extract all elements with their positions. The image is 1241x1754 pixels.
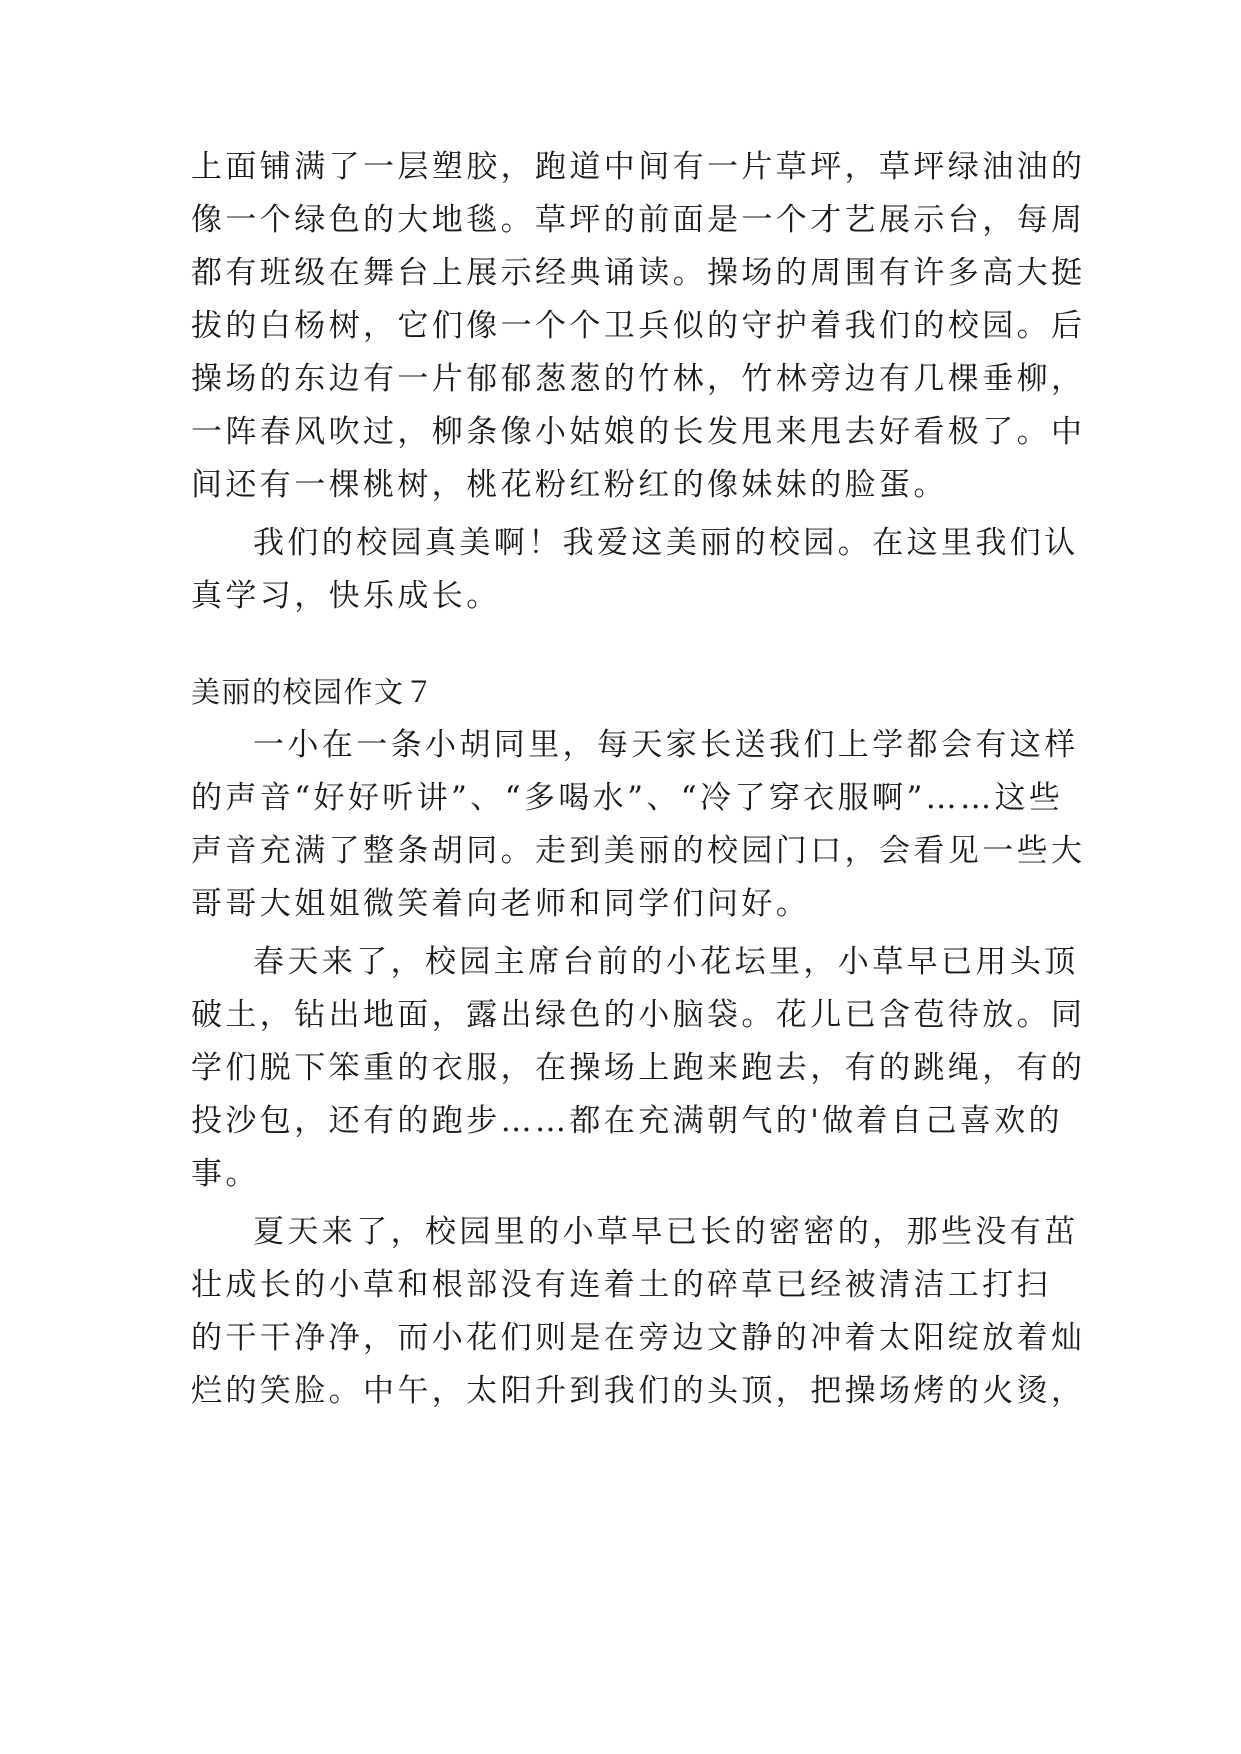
paragraph-line: 哥哥大姐姐微笑着向老师和同学们问好。 bbox=[191, 886, 811, 922]
paragraph-line: 上面铺满了一层塑胶，跑道中间有一片草坪，草坪绿油油的 bbox=[191, 149, 1086, 185]
paragraph-line: 拔的白杨树，它们像一个个卫兵似的守护着我们的校园。后 bbox=[191, 308, 1086, 344]
paragraph-line: 都有班级在舞台上展示经典诵读。操场的周围有许多高大挺 bbox=[191, 255, 1086, 291]
paragraph-line: 声音充满了整条胡同。走到美丽的校园门口，会看见一些大 bbox=[191, 833, 1086, 869]
paragraph-line: 春天来了，校园主席台前的小花坛里，小草早已用头顶 bbox=[253, 944, 1079, 980]
paragraph-line: 间还有一棵桃树，桃花粉红粉红的像妹妹的脸蛋。 bbox=[191, 467, 948, 503]
paragraph-line: 烂的笑脸。中午，太阳升到我们的头顶，把操场烤的火烫， bbox=[191, 1373, 1086, 1409]
paragraph-line: 一阵春风吹过，柳条像小姑娘的长发甩来甩去好看极了。中 bbox=[191, 414, 1086, 450]
paragraph-line: 的干干净净，而小花们则是在旁边文静的冲着太阳绽放着灿 bbox=[191, 1320, 1086, 1356]
paragraph-line: 事。 bbox=[191, 1156, 260, 1192]
paragraph-line: 破土，钻出地面，露出绿色的小脑袋。花儿已含苞待放。同 bbox=[191, 997, 1086, 1033]
paragraph-line: 真学习，快乐成长。 bbox=[191, 578, 501, 614]
paragraph-line: 壮成长的小草和根部没有连着土的碎草已经被清洁工打扫 bbox=[191, 1267, 1051, 1303]
paragraph-line: 我们的校园真美啊！我爱这美丽的校园。在这里我们认 bbox=[253, 525, 1079, 561]
paragraph-line: 像一个绿色的大地毯。草坪的前面是一个才艺展示台，每周 bbox=[191, 202, 1086, 238]
paragraph-line: 投沙包，还有的跑步……都在充满朝气的'做着自己喜欢的 bbox=[191, 1103, 1063, 1139]
paragraph-line: 学们脱下笨重的衣服，在操场上跑来跑去，有的跳绳，有的 bbox=[191, 1050, 1086, 1086]
paragraph-line: 操场的东边有一片郁郁葱葱的竹林，竹林旁边有几棵垂柳， bbox=[191, 361, 1086, 397]
section-heading: 美丽的校园作文７ bbox=[191, 675, 436, 709]
paragraph-line: 一小在一条小胡同里，每天家长送我们上学都会有这样 bbox=[253, 727, 1079, 763]
paragraph-line: 夏天来了，校园里的小草早已长的密密的，那些没有茁 bbox=[253, 1214, 1079, 1250]
paragraph-line: 的声音“好好听讲”、“多喝水”、“冷了穿衣服啊”……这些 bbox=[191, 780, 1064, 816]
